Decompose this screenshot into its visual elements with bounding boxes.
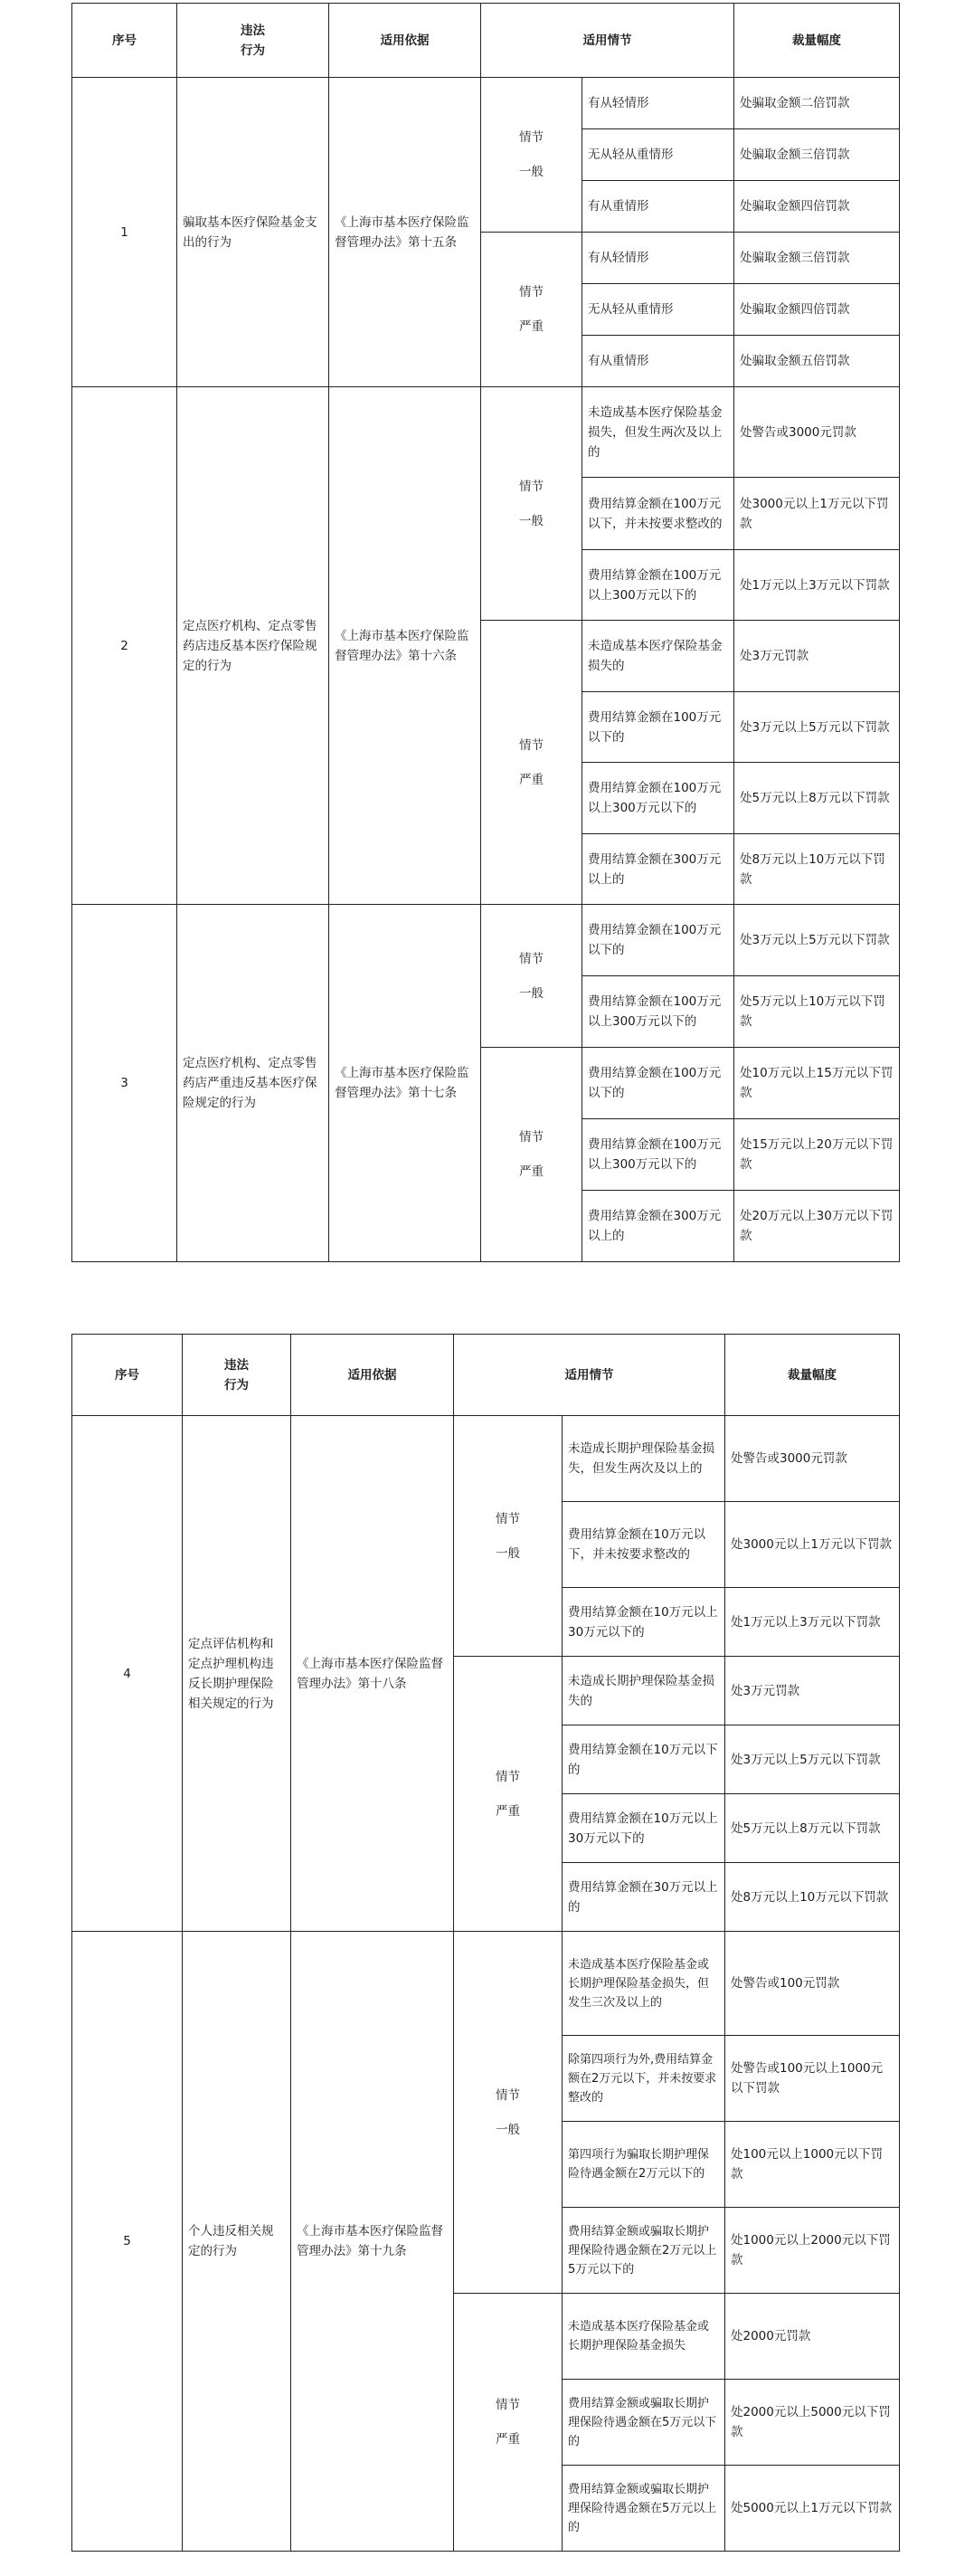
header-seq: 序号 (72, 1335, 183, 1416)
basis-cell: 《上海市基本医疗保险监督管理办法》第十八条 (291, 1416, 454, 1932)
penalty-cell: 处骗取金额三倍罚款 (734, 233, 900, 284)
penalty-cell: 处骗取金额四倍罚款 (734, 181, 900, 233)
category-serious: 情节 严重 (481, 621, 582, 905)
condition-cell: 费用结算金额在10万元以上30万元以下的 (563, 1588, 725, 1657)
header-penalty-range: 裁量幅度 (725, 1335, 900, 1416)
penalty-cell: 处3万元以上5万元以下罚款 (734, 692, 900, 763)
penalty-cell: 处警告或100元以上1000元以下罚款 (725, 2036, 900, 2122)
condition-cell: 费用结算金额在100万元以上300万元以下的 (582, 550, 734, 621)
violation-cell: 个人违反相关规定的行为 (183, 1932, 291, 2552)
penalty-cell: 处15万元以上20万元以下罚款 (734, 1119, 900, 1191)
category-serious: 情节 严重 (454, 1657, 563, 1932)
category-general: 情节 一般 (454, 1416, 563, 1657)
condition-cell: 第四项行为骗取长期护理保险待遇金额在2万元以下的 (563, 2122, 725, 2208)
condition-cell: 费用结算金额在100万元以下的 (582, 692, 734, 763)
table-row (72, 1416, 900, 1502)
header-circumstance: 适用情节 (481, 4, 734, 78)
condition-cell: 费用结算金额在100万元以下，并未按要求整改的 (582, 478, 734, 550)
basis-cell: 《上海市基本医疗保险监督管理办法》第十九条 (291, 1932, 454, 2552)
penalty-cell: 处1000元以上2000元以下罚款 (725, 2208, 900, 2294)
category-general: 情节 一般 (481, 387, 582, 621)
category-serious: 情节 严重 (481, 1048, 582, 1262)
condition-cell: 无从轻从重情形 (582, 284, 734, 336)
table-row (72, 1932, 900, 2036)
header-violation: 违法 行为 (177, 4, 329, 78)
penalty-cell: 处警告或3000元罚款 (734, 387, 900, 478)
penalty-cell: 处骗取金额三倍罚款 (734, 129, 900, 181)
table-row (72, 78, 900, 129)
basis-cell: 《上海市基本医疗保险监督管理办法》第十六条 (329, 387, 481, 905)
condition-cell: 费用结算金额在100万元以上300万元以下的 (582, 1119, 734, 1191)
condition-cell: 费用结算金额或骗取长期护理保险待遇金额在2万元以上5万元以下的 (563, 2208, 725, 2294)
penalty-cell: 处3000元以上1万元以下罚款 (725, 1502, 900, 1588)
category-serious: 情节 严重 (481, 233, 582, 387)
seq-cell: 2 (72, 387, 177, 905)
penalty-cell: 处1万元以上3万元以下罚款 (725, 1588, 900, 1657)
penalty-cell: 处5万元以上10万元以下罚款 (734, 976, 900, 1048)
seq-cell: 4 (72, 1416, 183, 1932)
seq-cell: 1 (72, 78, 177, 387)
penalty-cell: 处2000元罚款 (725, 2294, 900, 2380)
table-row (72, 387, 900, 478)
condition-cell: 未造成基本医疗保险基金或长期护理保险基金损失 (563, 2294, 725, 2380)
penalty-cell: 处3万元以上5万元以下罚款 (725, 1725, 900, 1794)
penalty-cell: 处20万元以上30万元以下罚款 (734, 1191, 900, 1262)
header-circumstance: 适用情节 (454, 1335, 725, 1416)
condition-cell: 未造成基本医疗保险基金损失的 (582, 621, 734, 692)
penalty-cell: 处8万元以上10万元以下罚款 (725, 1863, 900, 1932)
header-violation: 违法 行为 (183, 1335, 291, 1416)
table-row (72, 905, 900, 976)
condition-cell: 未造成长期护理保险基金损失的 (563, 1657, 725, 1725)
condition-cell: 费用结算金额在300万元以上的 (582, 1191, 734, 1262)
penalty-cell: 处3万元罚款 (734, 621, 900, 692)
condition-cell: 费用结算金额或骗取长期护理保险待遇金额在5万元以上的 (563, 2466, 725, 2552)
penalty-cell: 处3000元以上1万元以下罚款 (734, 478, 900, 550)
violation-cell: 定点医疗机构、定点零售药店严重违反基本医疗保险规定的行为 (177, 905, 329, 1262)
condition-cell: 费用结算金额或骗取长期护理保险待遇金额在5万元以下的 (563, 2380, 725, 2466)
condition-cell: 费用结算金额在10万元以下，并未按要求整改的 (563, 1502, 725, 1588)
violation-cell: 骗取基本医疗保险基金支出的行为 (177, 78, 329, 387)
penalty-cell: 处5万元以上8万元以下罚款 (725, 1794, 900, 1863)
penalty-cell: 处5万元以上8万元以下罚款 (734, 763, 900, 834)
category-general: 情节 一般 (481, 905, 582, 1048)
penalty-cell: 处10万元以上15万元以下罚款 (734, 1048, 900, 1119)
condition-cell: 有从重情形 (582, 336, 734, 387)
condition-cell: 除第四项行为外,费用结算金额在2万元以下，并未按要求整改的 (563, 2036, 725, 2122)
violation-cell: 定点评估机构和定点护理机构违反长期护理保险相关规定的行为 (183, 1416, 291, 1932)
seq-cell: 5 (72, 1932, 183, 2552)
condition-cell: 有从重情形 (582, 181, 734, 233)
penalty-cell: 处2000元以上5000元以下罚款 (725, 2380, 900, 2466)
condition-cell: 费用结算金额在100万元以上300万元以下的 (582, 976, 734, 1048)
penalty-table-part-2 (71, 1334, 900, 2552)
category-serious: 情节 严重 (454, 2294, 563, 2552)
penalty-cell: 处骗取金额五倍罚款 (734, 336, 900, 387)
penalty-cell: 处3万元罚款 (725, 1657, 900, 1725)
header-penalty-range: 裁量幅度 (734, 4, 900, 78)
seq-cell: 3 (72, 905, 177, 1262)
condition-cell: 费用结算金额在30万元以上的 (563, 1863, 725, 1932)
category-general: 情节 一般 (481, 78, 582, 233)
basis-cell: 《上海市基本医疗保险监督管理办法》第十五条 (329, 78, 481, 387)
condition-cell: 费用结算金额在300万元以上的 (582, 834, 734, 905)
penalty-cell: 处警告或100元罚款 (725, 1932, 900, 2036)
penalty-cell: 处100元以上1000元以下罚款 (725, 2122, 900, 2208)
condition-cell: 无从轻从重情形 (582, 129, 734, 181)
condition-cell: 未造成长期护理保险基金损失，但发生两次及以上的 (563, 1416, 725, 1502)
basis-cell: 《上海市基本医疗保险监督管理办法》第十七条 (329, 905, 481, 1262)
condition-cell: 费用结算金额在100万元以下的 (582, 905, 734, 976)
penalty-cell: 处3万元以上5万元以下罚款 (734, 905, 900, 976)
header-row (72, 4, 900, 78)
condition-cell: 未造成基本医疗保险基金或长期护理保险基金损失，但发生三次及以上的 (563, 1932, 725, 2036)
condition-cell: 费用结算金额在100万元以下的 (582, 1048, 734, 1119)
violation-cell: 定点医疗机构、定点零售药店违反基本医疗保险规定的行为 (177, 387, 329, 905)
penalty-cell: 处骗取金额四倍罚款 (734, 284, 900, 336)
condition-cell: 未造成基本医疗保险基金损失，但发生两次及以上的 (582, 387, 734, 478)
condition-cell: 有从轻情形 (582, 233, 734, 284)
condition-cell: 费用结算金额在10万元以上30万元以下的 (563, 1794, 725, 1863)
header-row (72, 1335, 900, 1416)
header-basis: 适用依据 (291, 1335, 454, 1416)
header-seq: 序号 (72, 4, 177, 78)
penalty-cell: 处骗取金额二倍罚款 (734, 78, 900, 129)
penalty-cell: 处5000元以上1万元以下罚款 (725, 2466, 900, 2552)
penalty-cell: 处1万元以上3万元以下罚款 (734, 550, 900, 621)
penalty-cell: 处8万元以上10万元以下罚款 (734, 834, 900, 905)
category-general: 情节 一般 (454, 1932, 563, 2294)
penalty-table-part-1 (71, 3, 900, 1262)
condition-cell: 有从轻情形 (582, 78, 734, 129)
header-basis: 适用依据 (329, 4, 481, 78)
condition-cell: 费用结算金额在10万元以下的 (563, 1725, 725, 1794)
condition-cell: 费用结算金额在100万元以上300万元以下的 (582, 763, 734, 834)
penalty-cell: 处警告或3000元罚款 (725, 1416, 900, 1502)
